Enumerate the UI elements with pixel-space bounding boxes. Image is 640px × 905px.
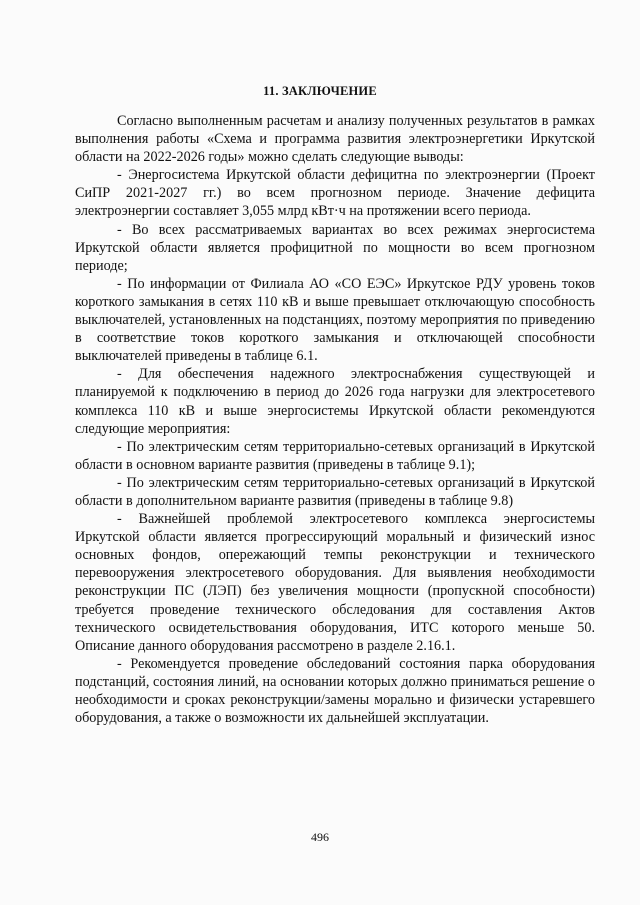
- paragraph-intro: Согласно выполненным расчетам и анализу полученных результатов в рамках выполнения работы «Схема и программа развития электроэнергетики Иркутской области на 2022-2026 годы» можно сделать следующие выводы:: [75, 113, 595, 166]
- section-title: 11. ЗАКЛЮЧЕНИЕ: [263, 84, 377, 98]
- paragraph-short-circuit: - По информации от Филиала АО «СО ЕЭС» Иркутское РДУ уровень токов короткого замыкания в сетях 110 кВ и выше превышает отключающую способность выключателей, установленных на подстанциях, поэтому мероприятия по приведению в соответствие токов короткого замыкания и отключающей способности выключателей приведены в таблице 6.1.: [75, 275, 595, 365]
- paragraph-energy-deficit: - Энергосистема Иркутской области дефицитна по электроэнергии (Проект СиПР 2021-2027 гг.) во всем прогнозном периоде. Значение дефицита электроэнергии составляет 3,055 млрд кВт·ч на протяжении всего периода.: [75, 167, 595, 220]
- body-text: [75, 112, 595, 727]
- paragraph-power-surplus: - Во всех рассматриваемых вариантах во всех режимах энергосистема Иркутской области является профицитной по мощности во всем прогнозном периоде;: [75, 221, 595, 274]
- paragraph-additional-variant: - По электрическим сетям территориально-сетевых организаций в Иркутской области в дополнительном варианте развития (приведены в таблице 9.8): [75, 474, 595, 509]
- paragraph-wear-problem: - Важнейшей проблемой электросетевого комплекса энергосистемы Иркутской области является прогрессирующий моральный и физический износ основных фондов, опережающий темпы реконструкции и технического перевооружения электросетевого оборудования. Для выявления необходимости реконструкции ПС (ЛЭП) без увеличения мощности (пропускной способности) требуется проведение технического обследования для составления Актов технического освидетельствования оборудования, ИТС которого меньше 50. Описание данного оборудования рассмотрено в разделе 2.16.1.: [75, 511, 595, 654]
- paragraph-main-variant: - По электрическим сетям территориально-сетевых организаций в Иркутской области в основном варианте развития (приведены в таблице 9.1);: [75, 438, 595, 473]
- paragraph-recommendation: - Рекомендуется проведение обследований состояния парка оборудования подстанций, состояния линий, на основании которых должно приниматься решение о необходимости и сроках реконструкции/замены морально и физически устаревшего оборудования, а также о возможности их дальнейшей эксплуатации.: [75, 655, 595, 727]
- page-number: 496: [311, 830, 329, 844]
- paragraph-measures: - Для обеспечения надежного электроснабжения существующей и планируемой к подключению в период до 2026 года нагрузки для электросетевого комплекса 110 кВ и выше энергосистемы Иркутской области рекомендуются следующие мероприятия:: [75, 366, 595, 437]
